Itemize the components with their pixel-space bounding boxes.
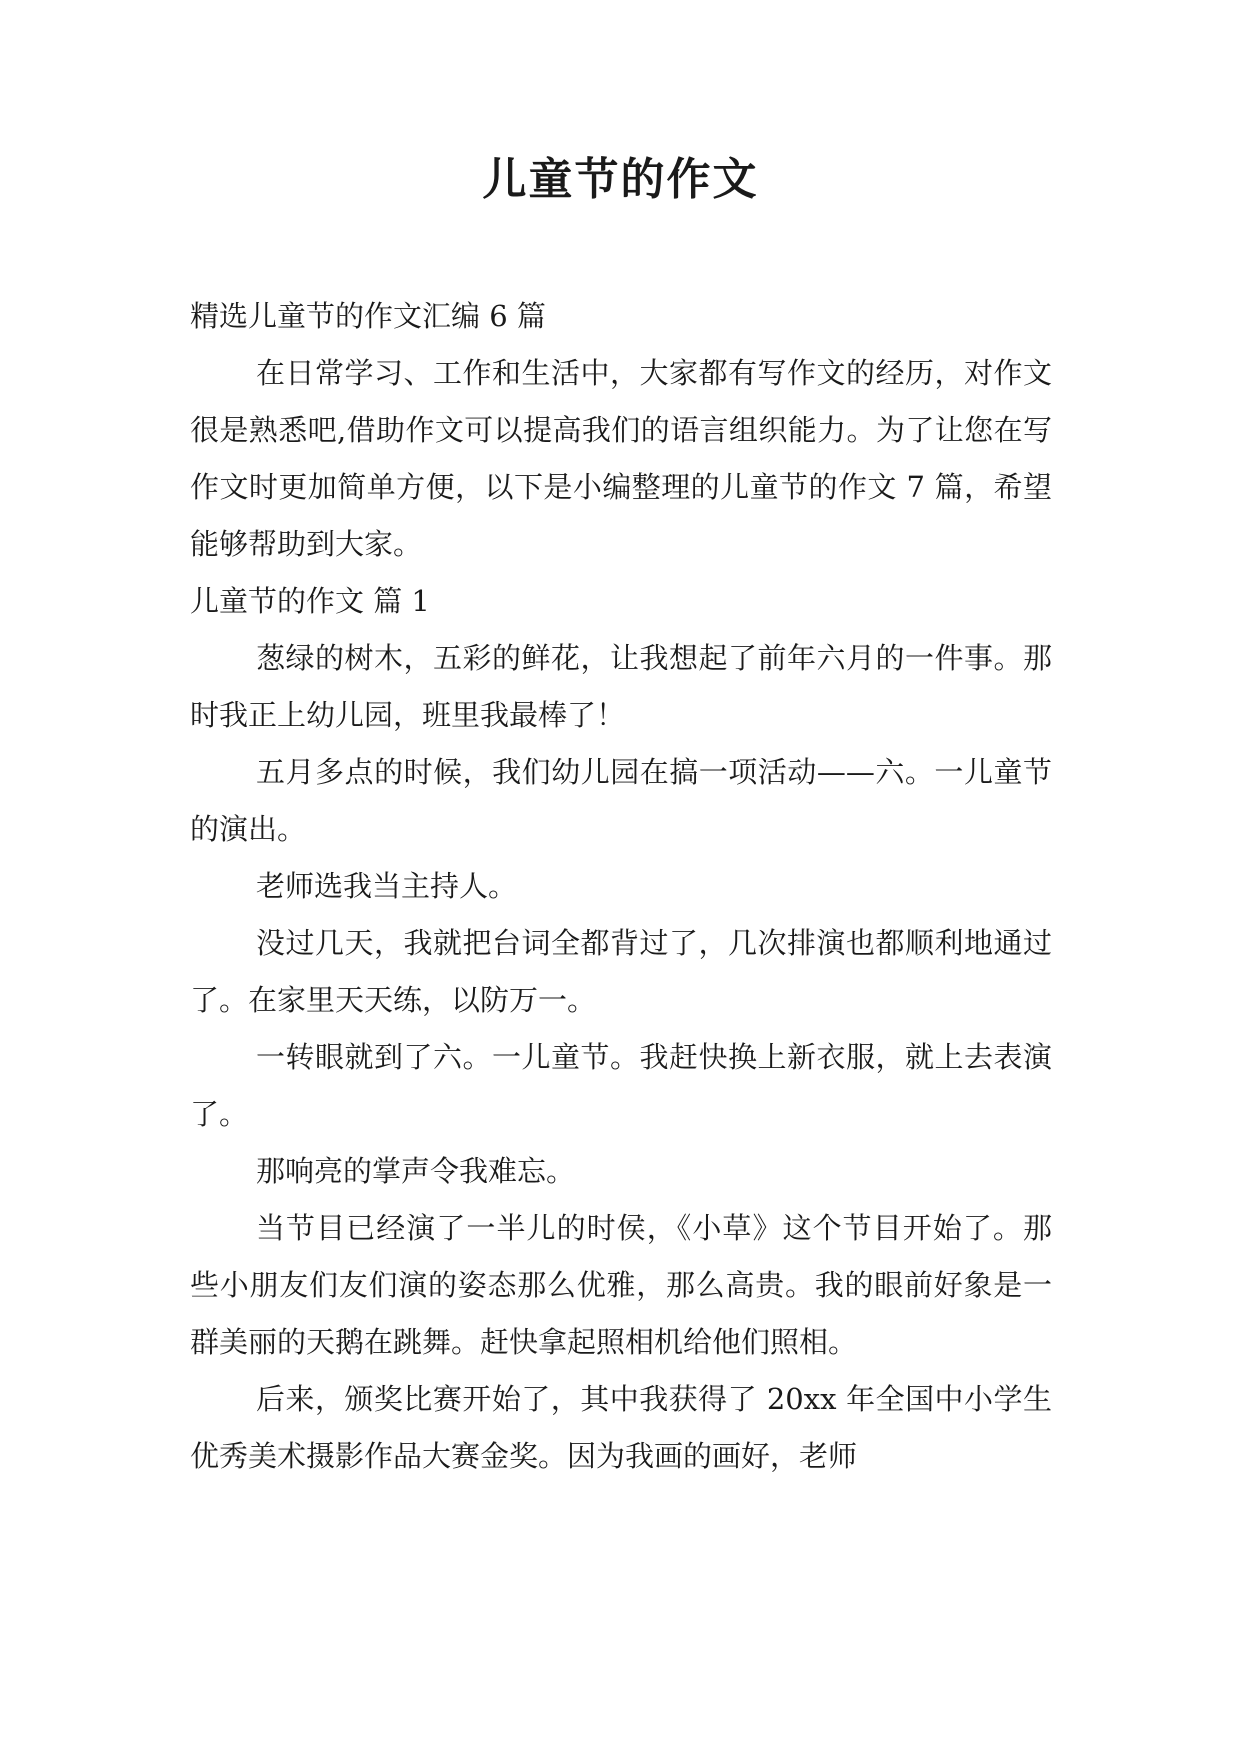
essay-paragraph: 当节目已经演了一半儿的时侯，《小草》这个节目开始了。那些小朋友们友们演的姿态那么优雅，那么高贵。我的眼前好象是一群美丽的天鹅在跳舞。赶快拿起照相机给他们照相。 (190, 1211, 1052, 1359)
essay-heading: 儿童节的作文 篇 1 (190, 584, 430, 618)
document-body (190, 288, 1052, 1485)
essay-paragraph: 五月多点的时候，我们幼儿园在搞一项活动——六。一儿童节的演出。 (190, 755, 1052, 846)
essay-paragraph: 一转眼就到了六。一儿童节。我赶快换上新衣服，就上去表演了。 (190, 1040, 1052, 1131)
essay-paragraph: 那响亮的掌声令我难忘。 (256, 1154, 576, 1188)
essay-paragraph: 老师选我当主持人。 (256, 869, 518, 903)
document-title: 儿童节的作文 (482, 154, 759, 205)
essay-paragraph: 葱绿的树木，五彩的鲜花，让我想起了前年六月的一件事。那时我正上幼儿园，班里我最棒了！ (190, 641, 1052, 732)
collection-heading: 精选儿童节的作文汇编 6 篇 (190, 299, 546, 333)
essay-paragraph: 没过几天，我就把台词全都背过了，几次排演也都顺利地通过了。在家里天天练，以防万一。 (190, 926, 1052, 1017)
intro-paragraph: 在日常学习、工作和生活中，大家都有写作文的经历，对作文很是熟悉吧,借助作文可以提高我们的语言组织能力。为了让您在写作文时更加简单方便，以下是小编整理的儿童节的作文 7 篇，希望能够帮助到大家。 (190, 356, 1052, 561)
essay-paragraph: 后来，颁奖比赛开始了，其中我获得了 20xx 年全国中小学生优秀美术摄影作品大赛金奖。因为我画的画好，老师 (190, 1382, 1052, 1473)
